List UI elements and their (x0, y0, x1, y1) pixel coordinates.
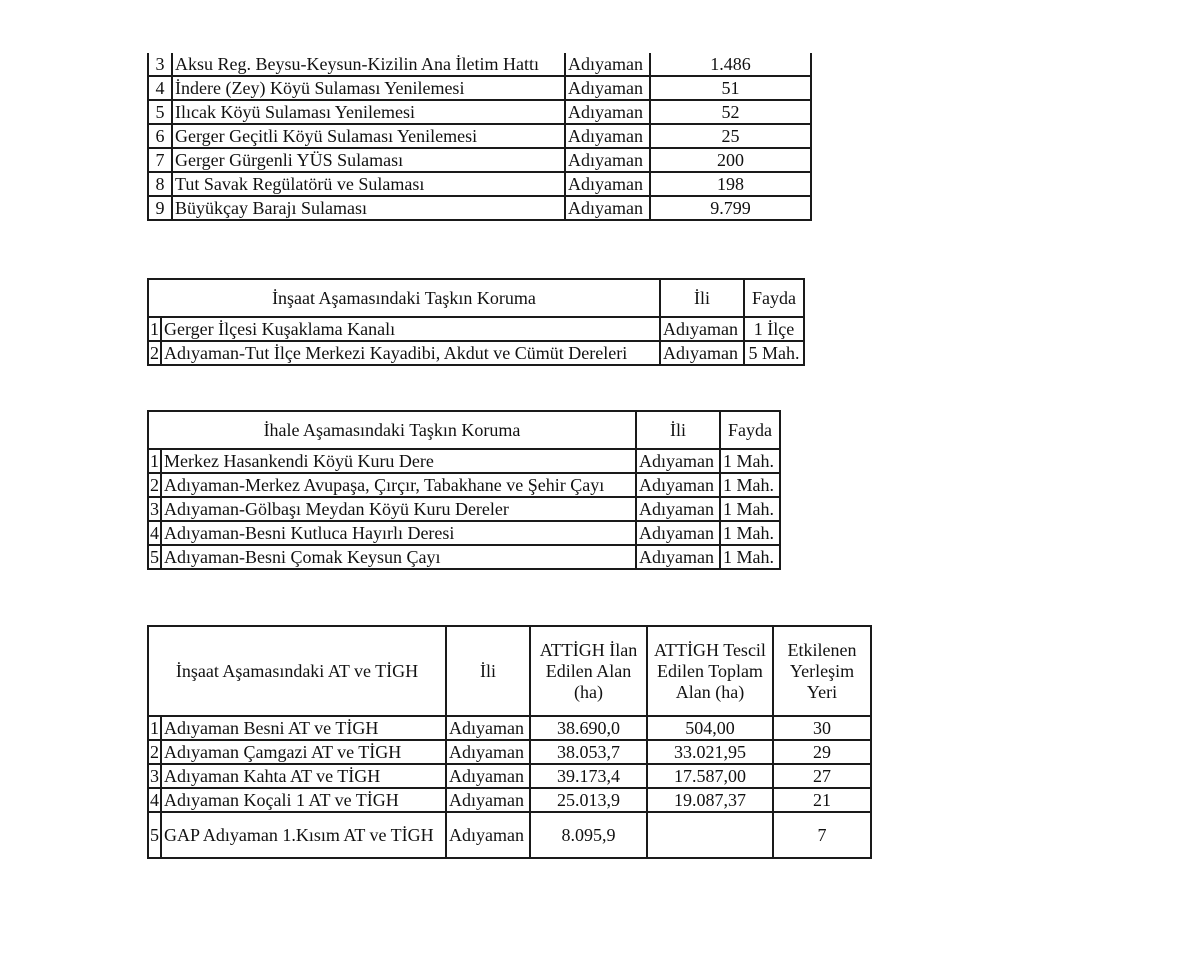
province: Adıyaman (446, 764, 530, 788)
table-title: İnşaat Aşamasındaki Taşkın Koruma (148, 279, 660, 317)
registered-area (647, 812, 773, 858)
row-number: 5 (148, 100, 172, 124)
row-number: 5 (150, 547, 159, 567)
province: Adıyaman (565, 196, 650, 220)
row-number: 2 (150, 742, 159, 762)
declared-area: 25.013,9 (530, 788, 647, 812)
project-name: Gerger Geçitli Köyü Sulaması Yenilemesi (172, 124, 565, 148)
province: Adıyaman (565, 53, 650, 76)
registered-area: 504,00 (647, 716, 773, 740)
table-row (148, 449, 780, 473)
affected-settlements: 30 (773, 716, 871, 740)
affected-settlements: 27 (773, 764, 871, 788)
affected-settlements: 7 (773, 812, 871, 858)
row-number: 2 (150, 475, 159, 495)
province: Adıyaman (446, 812, 530, 858)
registered-area: 17.587,00 (647, 764, 773, 788)
project-name: Gerger Gürgenli YÜS Sulaması (172, 148, 565, 172)
table-row (148, 764, 871, 788)
row-number: 2 (150, 343, 159, 363)
project-name: Merkez Hasankendi Köyü Kuru Dere (161, 449, 636, 473)
province: Adıyaman (565, 124, 650, 148)
row-number: 3 (150, 766, 159, 786)
province: Adıyaman (636, 449, 720, 473)
affected-settlements: 29 (773, 740, 871, 764)
at-tigh-construction-table (147, 625, 872, 859)
table-header-row (148, 626, 871, 716)
table-row (148, 76, 811, 100)
registered-area: 33.021,95 (647, 740, 773, 764)
benefit: 1 Mah. (720, 545, 780, 569)
project-name: Adıyaman Kahta AT ve TİGH (161, 764, 446, 788)
flood-protection-construction-table (147, 278, 805, 366)
province: Adıyaman (565, 100, 650, 124)
declared-area: 38.053,7 (530, 740, 647, 764)
table-row (148, 341, 804, 365)
row-number: 5 (148, 812, 161, 858)
flood-protection-tender-table (147, 410, 781, 570)
affected-settlements: 21 (773, 788, 871, 812)
table-row (148, 740, 871, 764)
table-row (148, 497, 780, 521)
benefit: 1 Mah. (720, 497, 780, 521)
project-name: Adıyaman-Tut İlçe Merkezi Kayadibi, Akdut ve Cümüt Dereleri (161, 341, 660, 365)
benefit: 1 Mah. (720, 521, 780, 545)
project-name: İndere (Zey) Köyü Sulaması Yenilemesi (172, 76, 565, 100)
row-number: 3 (150, 499, 159, 519)
value: 51 (650, 76, 811, 100)
project-name: GAP Adıyaman 1.Kısım AT ve TİGH (161, 812, 446, 858)
table-row (148, 545, 780, 569)
value: 52 (650, 100, 811, 124)
column-header-fayda: Fayda (744, 279, 804, 317)
project-name: Büyükçay Barajı Sulaması (172, 196, 565, 220)
registered-area: 19.087,37 (647, 788, 773, 812)
value: 25 (650, 124, 811, 148)
row-number: 1 (150, 451, 159, 471)
row-number: 8 (148, 172, 172, 196)
province: Adıyaman (565, 148, 650, 172)
declared-area: 8.095,9 (530, 812, 647, 858)
project-name: Aksu Reg. Beysu-Keysun-Kizilin Ana İletim Hattı (172, 53, 565, 76)
value: 1.486 (650, 53, 811, 76)
table-title: İhale Aşamasındaki Taşkın Koruma (148, 411, 636, 449)
benefit: 5 Mah. (744, 341, 804, 365)
table-row (148, 521, 780, 545)
benefit: 1 İlçe (744, 317, 804, 341)
table-row (148, 788, 871, 812)
declared-area: 39.173,4 (530, 764, 647, 788)
row-number: 4 (150, 790, 159, 810)
column-header-il: İli (446, 626, 530, 716)
column-header-yer: Etkilenen Yerleşim Yeri (773, 626, 871, 716)
value: 9.799 (650, 196, 811, 220)
province: Adıyaman (446, 788, 530, 812)
table-row (148, 812, 871, 858)
irrigation-projects-table (147, 53, 812, 221)
province: Adıyaman (565, 76, 650, 100)
row-number: 9 (148, 196, 172, 220)
province: Adıyaman (660, 341, 744, 365)
project-name: Adıyaman Besni AT ve TİGH (161, 716, 446, 740)
province: Adıyaman (446, 740, 530, 764)
row-number: 1 (150, 718, 159, 738)
table-header-row (148, 411, 780, 449)
row-number: 3 (148, 53, 172, 76)
benefit: 1 Mah. (720, 449, 780, 473)
benefit: 1 Mah. (720, 473, 780, 497)
project-name: Adıyaman Çamgazi AT ve TİGH (161, 740, 446, 764)
table-row (148, 317, 804, 341)
row-number: 6 (148, 124, 172, 148)
project-name: Adıyaman-Gölbaşı Meydan Köyü Kuru Dereler (161, 497, 636, 521)
value: 200 (650, 148, 811, 172)
column-header-tescil: ATTİGH Tescil Edilen Toplam Alan (ha) (647, 626, 773, 716)
project-name: Ilıcak Köyü Sulaması Yenilemesi (172, 100, 565, 124)
table-row (148, 148, 811, 172)
project-name: Gerger İlçesi Kuşaklama Kanalı (161, 317, 660, 341)
province: Adıyaman (636, 473, 720, 497)
table-row (148, 196, 811, 220)
table-row (148, 100, 811, 124)
table-row (148, 473, 780, 497)
table-row (148, 53, 811, 76)
value: 198 (650, 172, 811, 196)
province: Adıyaman (446, 716, 530, 740)
row-number: 4 (148, 76, 172, 100)
column-header-fayda: Fayda (720, 411, 780, 449)
province: Adıyaman (565, 172, 650, 196)
project-name: Adıyaman Koçali 1 AT ve TİGH (161, 788, 446, 812)
row-number: 4 (150, 523, 159, 543)
column-header-il: İli (660, 279, 744, 317)
row-number: 1 (150, 319, 159, 339)
province: Adıyaman (636, 521, 720, 545)
project-name: Adıyaman-Besni Kutluca Hayırlı Deresi (161, 521, 636, 545)
project-name: Tut Savak Regülatörü ve Sulaması (172, 172, 565, 196)
province: Adıyaman (636, 497, 720, 521)
declared-area: 38.690,0 (530, 716, 647, 740)
row-number: 7 (148, 148, 172, 172)
province: Adıyaman (660, 317, 744, 341)
table-row (148, 124, 811, 148)
province: Adıyaman (636, 545, 720, 569)
table-header-row (148, 279, 804, 317)
project-name: Adıyaman-Merkez Avupaşa, Çırçır, Tabakhane ve Şehir Çayı (161, 473, 636, 497)
column-header-il: İli (636, 411, 720, 449)
project-name: Adıyaman-Besni Çomak Keysun Çayı (161, 545, 636, 569)
table-row (148, 172, 811, 196)
column-header-ilan: ATTİGH İlan Edilen Alan (ha) (530, 626, 647, 716)
table-title: İnşaat Aşamasındaki AT ve TİGH (148, 626, 446, 716)
table-row (148, 716, 871, 740)
